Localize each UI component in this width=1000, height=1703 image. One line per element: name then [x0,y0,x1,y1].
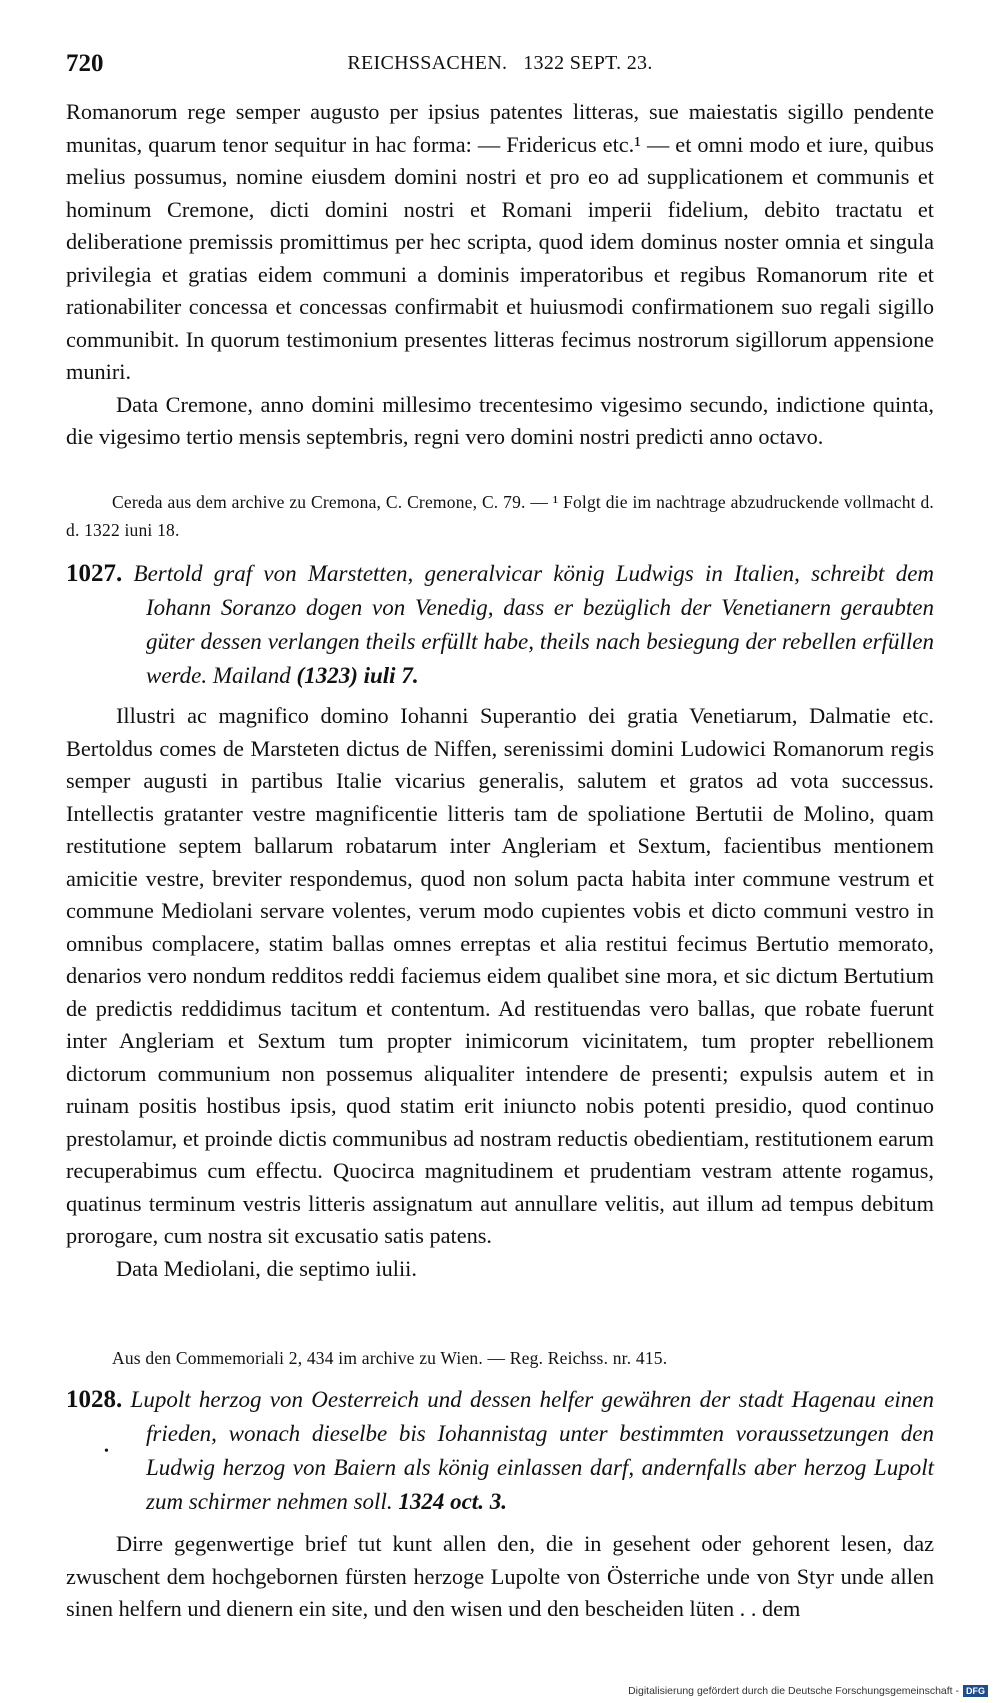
letter-text: Illustri ac magnifico domino Iohanni Superantio dei gratia Venetiarum, Dalmatie etc. Bertoldus comes de Marsteten dictus de Niffen, serenissimi domini Ludowici Romanorum regis semper augusti in partibus Italie vicarius generalis, salutem et gratos ad vota successus. Intellectis gratanter vestre magnificentie litteris tam de spoliatione Bertutii de Molino, quam restitutione septem ballarum robatarum inter Angleriam et Sextum, facientibus mentionem amicitie vestre, breviter respondemus, quod non solum pacta habita inter commune vestrum et commune Mediolani servare volentes, verum modo cupientes vobis et dicto communi vestro in omnibus complacere, statim ballas omnes erreptas et alia restitui fecimus Bertutio memorato, denarios vero nondum redditos reddi faciemus eidem qualibet sine mora, et sic dictum Bertutium de predictis reddidimus tacitum et contentum. Ad restituendas vero ballas, que robate fuerunt inter Angleriam et Sextum tum propter inimicorum vicinitatem, tum propter rebellionem dictorum communium non possemus aliqualiter intendere de presenti; expulsis autem et in ruinam positis hostibus ipsis, quod statim erit iniuncto nobis potenti presidio, quod continuo prestolamur, et proinde dictis communibus ad nostram reductis obedientiam, restitutionem earum recuperabimus cum effectu. Quocirca magnitudinem et prudentiam vestram attente rogamus, quatinus terminum vestris litteris assignatum aut annullare velitis, aut illum ad tempus debitum prorogare, cum nostra sit excusatio satis patens. [66,703,934,1248]
regest-date: (1323) iuli 7. [296,663,419,688]
page-header [66,50,934,84]
document-1027-text [66,700,934,1285]
regest-text: Bertold graf von Marstetten, generalvicar könig Ludwigs in Italien, schreibt dem Iohann Soranzo dogen von Venedig, dass er bezüglich der Venetianern geraubten güter dessen verlangen theils erfüllt habe, theils nach besiegung der rebellen erfüllen werde. Mailand [133,561,935,688]
document-1028-text [66,1528,934,1626]
letter-text: Dirre gegenwertige brief tut kunt allen den, die in gesehent oder gehorent lesen, daz zwuschent dem hochgebornen fürsten herzoge Lupolte von Österriche unde von Styr unde allen sinen helfern und dienern ein site, und den wisen und den bescheiden lüten . . dem [66,1531,934,1621]
paragraph: Romanorum rege semper augusto per ipsius patentes litteras, sue maiestatis sigillo pendente munitas, quarum tenor sequitur in hac forma: — Fridericus etc.¹ — et omni modo et iure, quibus melius possumus, nomine eiusdem domini nostri et pro eo ad supplicationem et communis et hominum Cremone, dicti domini nostri et Romani imperii fidelium, debito tractatu et deliberatione premissis promittimus per hec scripta, quod idem dominus noster omnia et singula privilegia et gratias eidem communi a dominis imperatoribus et regibus Romanorum rite et rationabiliter concessa et concessas confirmabit et huiusmodi confirmationem suo regali sigillo communibit. In quorum testimonium presentes litteras fecimus nostrorum sigillorum appensione muniri. [66,99,934,384]
running-title: REICHSSACHEN. 1322 SEPT. 23. [347,52,653,74]
bullet-mark: • [104,1444,109,1459]
source-text: Aus den Commemoriali 2, 434 im archive zu Wien. — Reg. Reichss. nr. 415. [112,1347,668,1368]
regest-date: 1324 oct. 3. [398,1489,507,1514]
regest-text: Lupolt herzog von Oesterreich und dessen helfer gewähren der stadt Hagenau einen frieden, wonach dieselbe bis Iohannistag unter bestimmten voraussetzungen den Ludwig herzog von Baiern als könig einlassen darf, andernfalls aber herzog Lupolt zum schirmer nehmen soll. [130,1387,935,1514]
datum-paragraph: Data Cremone, anno domini millesimo trecentesimo vigesimo secundo, indictione quinta, die vigesimo tertio mensis septembris, regni vero domini nostri predicti anno octavo. [66,391,934,449]
source-note [66,1326,934,1389]
document-number: 1027. [66,560,123,587]
digitization-credit [628,1685,988,1697]
dfg-logo: DFG [963,1685,988,1697]
source-note [66,470,934,561]
regest-1028 [66,1383,934,1519]
source-text: Cereda aus dem archive zu Cremona, C. Cremone, C. 79. — ¹ Folgt die im nachtrage abzudruckende vollmacht d. d. 1322 iuni 18. [66,491,934,540]
regest-1027 [66,557,934,693]
document-number: 1028. [66,1386,123,1413]
previous-document-text [66,96,934,454]
page-number: 720 [66,50,104,77]
datum-line: Data Mediolani, die septimo iulii. [116,1255,417,1281]
credit-text: Digitalisierung gefördert durch die Deutsche Forschungsgemeinschaft - [628,1685,959,1697]
